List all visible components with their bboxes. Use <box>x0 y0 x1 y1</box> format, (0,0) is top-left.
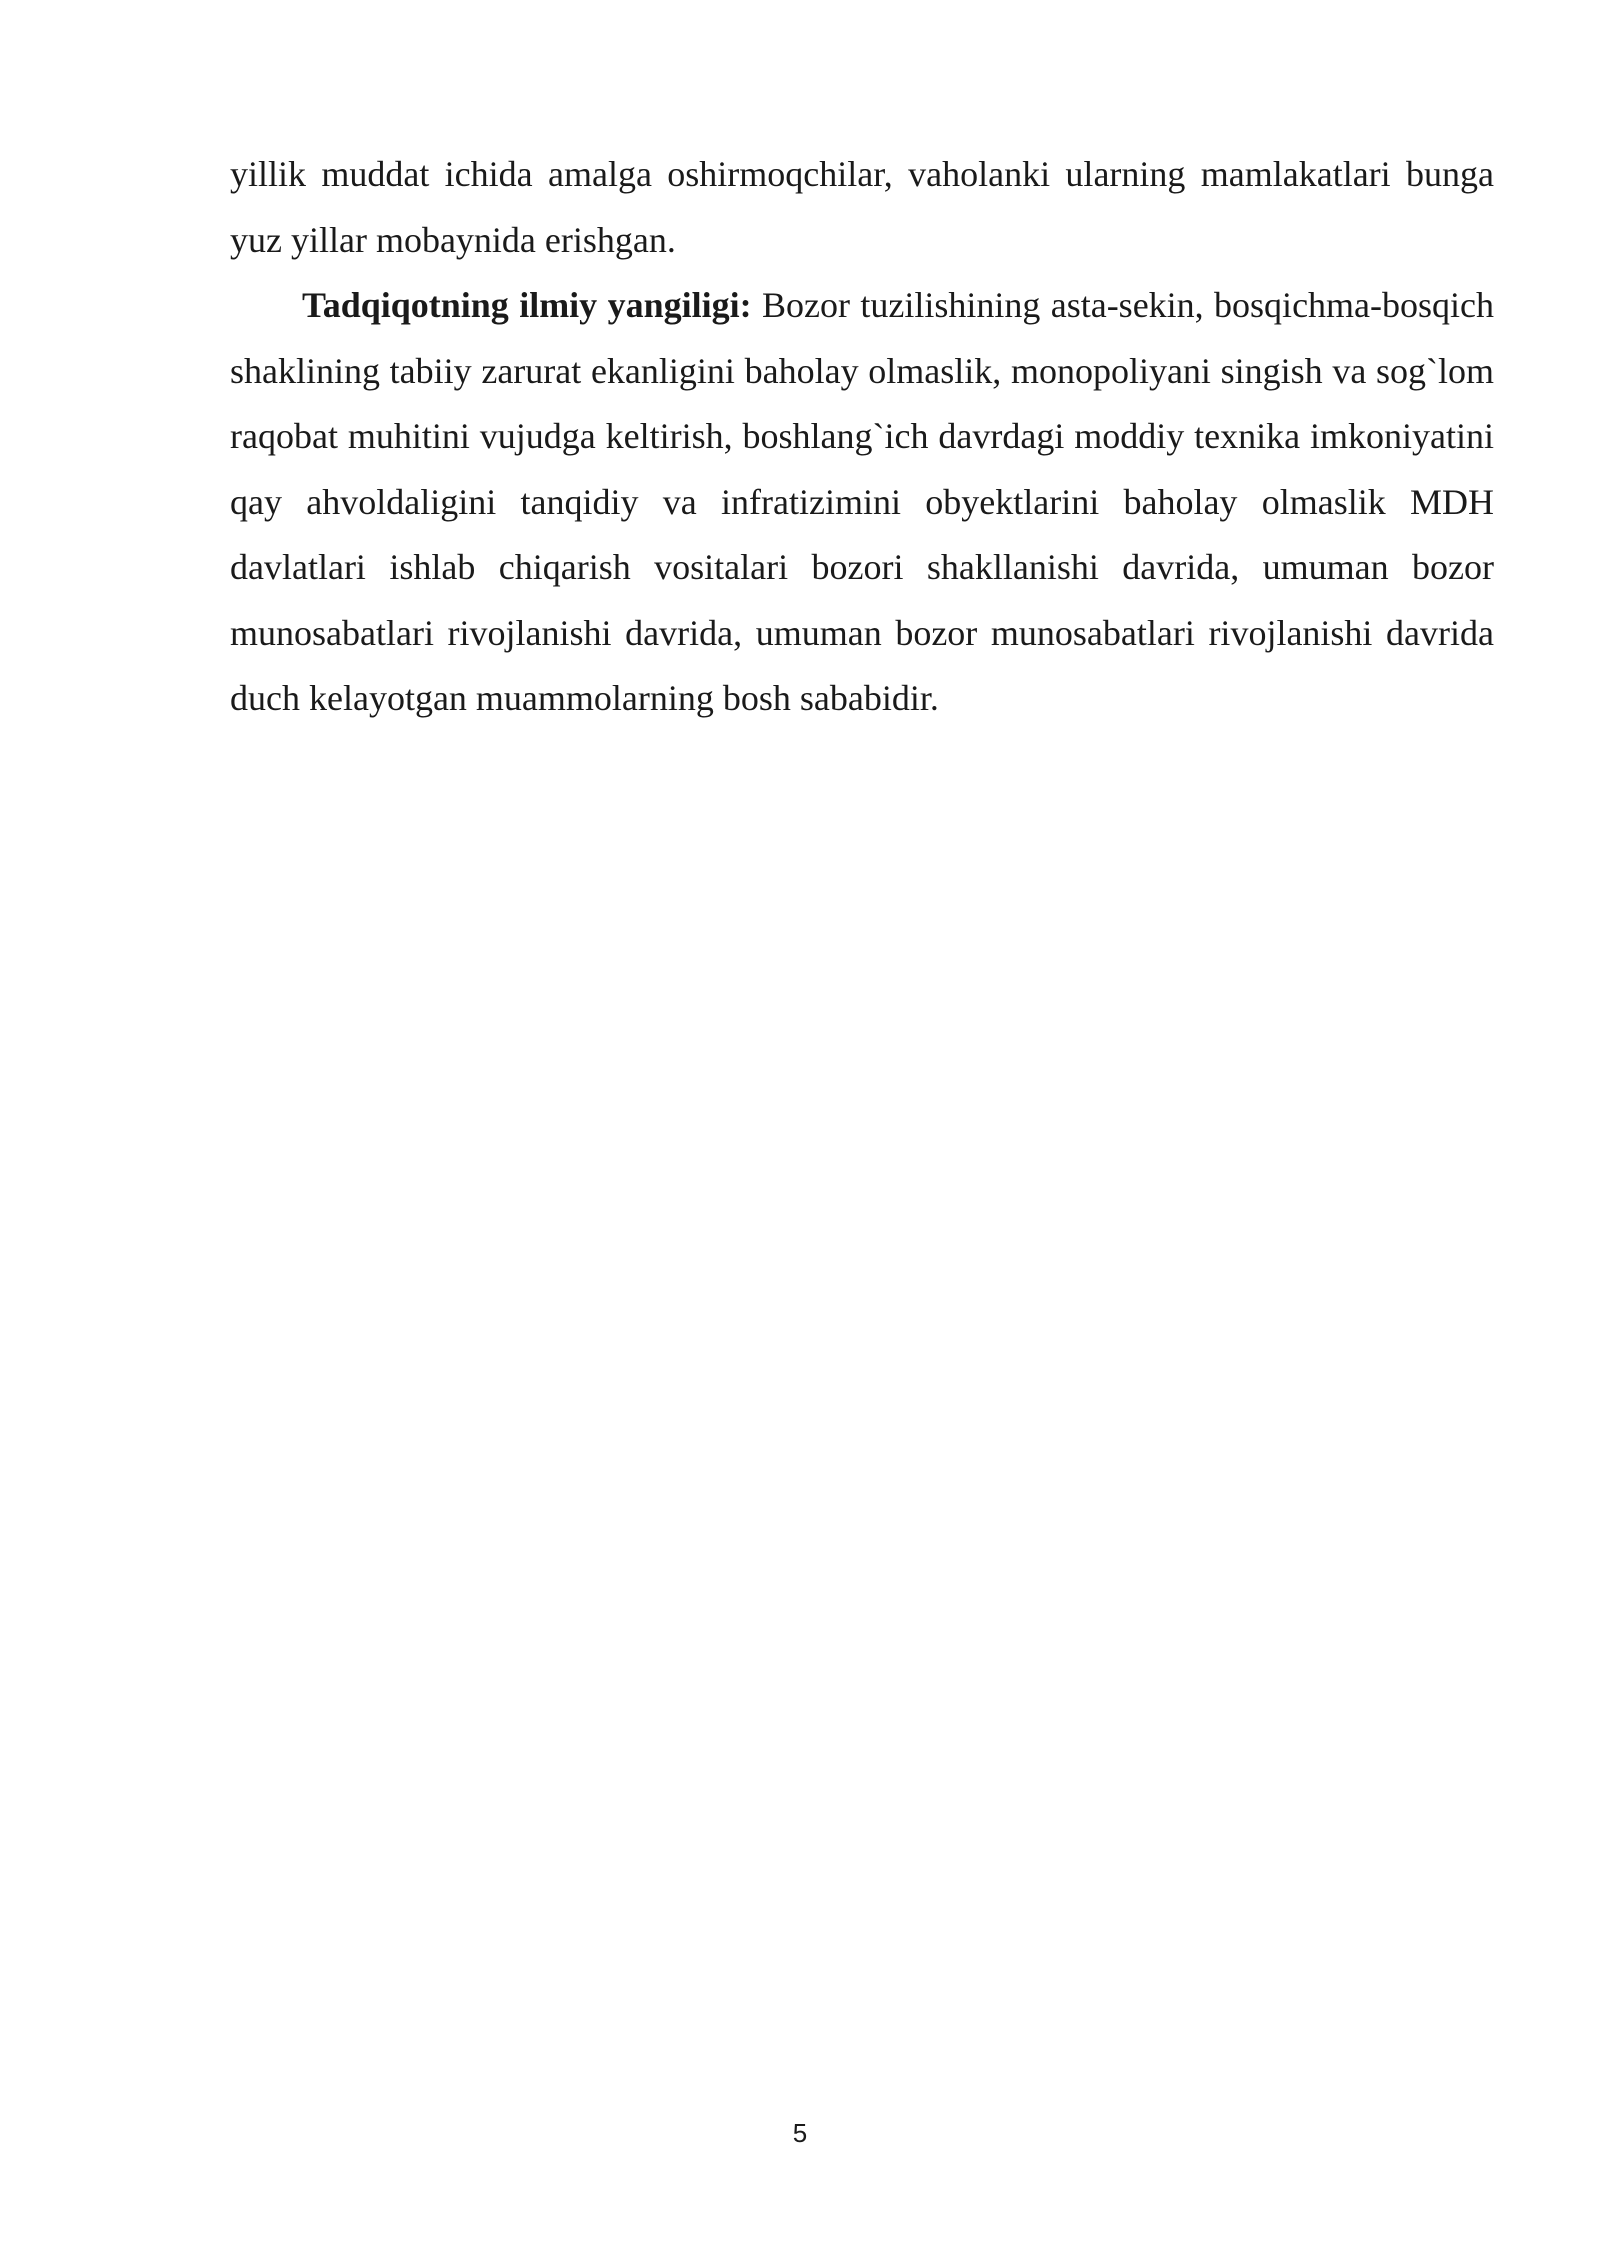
paragraph-scientific-novelty <box>230 273 1494 732</box>
document-body <box>230 142 1494 732</box>
page-number: 5 <box>792 2118 808 2148</box>
paragraph-text: Bozor tuzilishining asta-sekin, bosqichma-bosqich shaklining tabiiy zarurat ekanligini baholay olmaslik, monopoliyani singish va sog`lom raqobat muhitini vujudga keltirish, boshlang`ich davrdagi moddiy texnika imkoniyatini qay ahvoldaligini tanqidiy va infratizimini obyektlarini baholay olmaslik MDH davlatlari ishlab chiqarish vositalari bozori shakllanishi davrida, umuman bozor munosabatlari rivojlanishi davrida, umuman bozor munosabatlari rivojlanishi davrida duch kelayotgan muammolarning bosh sababidir. <box>230 285 1494 718</box>
paragraph-text: yillik muddat ichida amalga oshirmoqchilar, vaholanki ularning mamlakatlari bunga yuz yillar mobaynida erishgan. <box>230 154 1494 260</box>
paragraph-continuation <box>230 142 1494 273</box>
paragraph-lead-heading: Tadqiqotning ilmiy yangiligi: <box>302 285 752 325</box>
